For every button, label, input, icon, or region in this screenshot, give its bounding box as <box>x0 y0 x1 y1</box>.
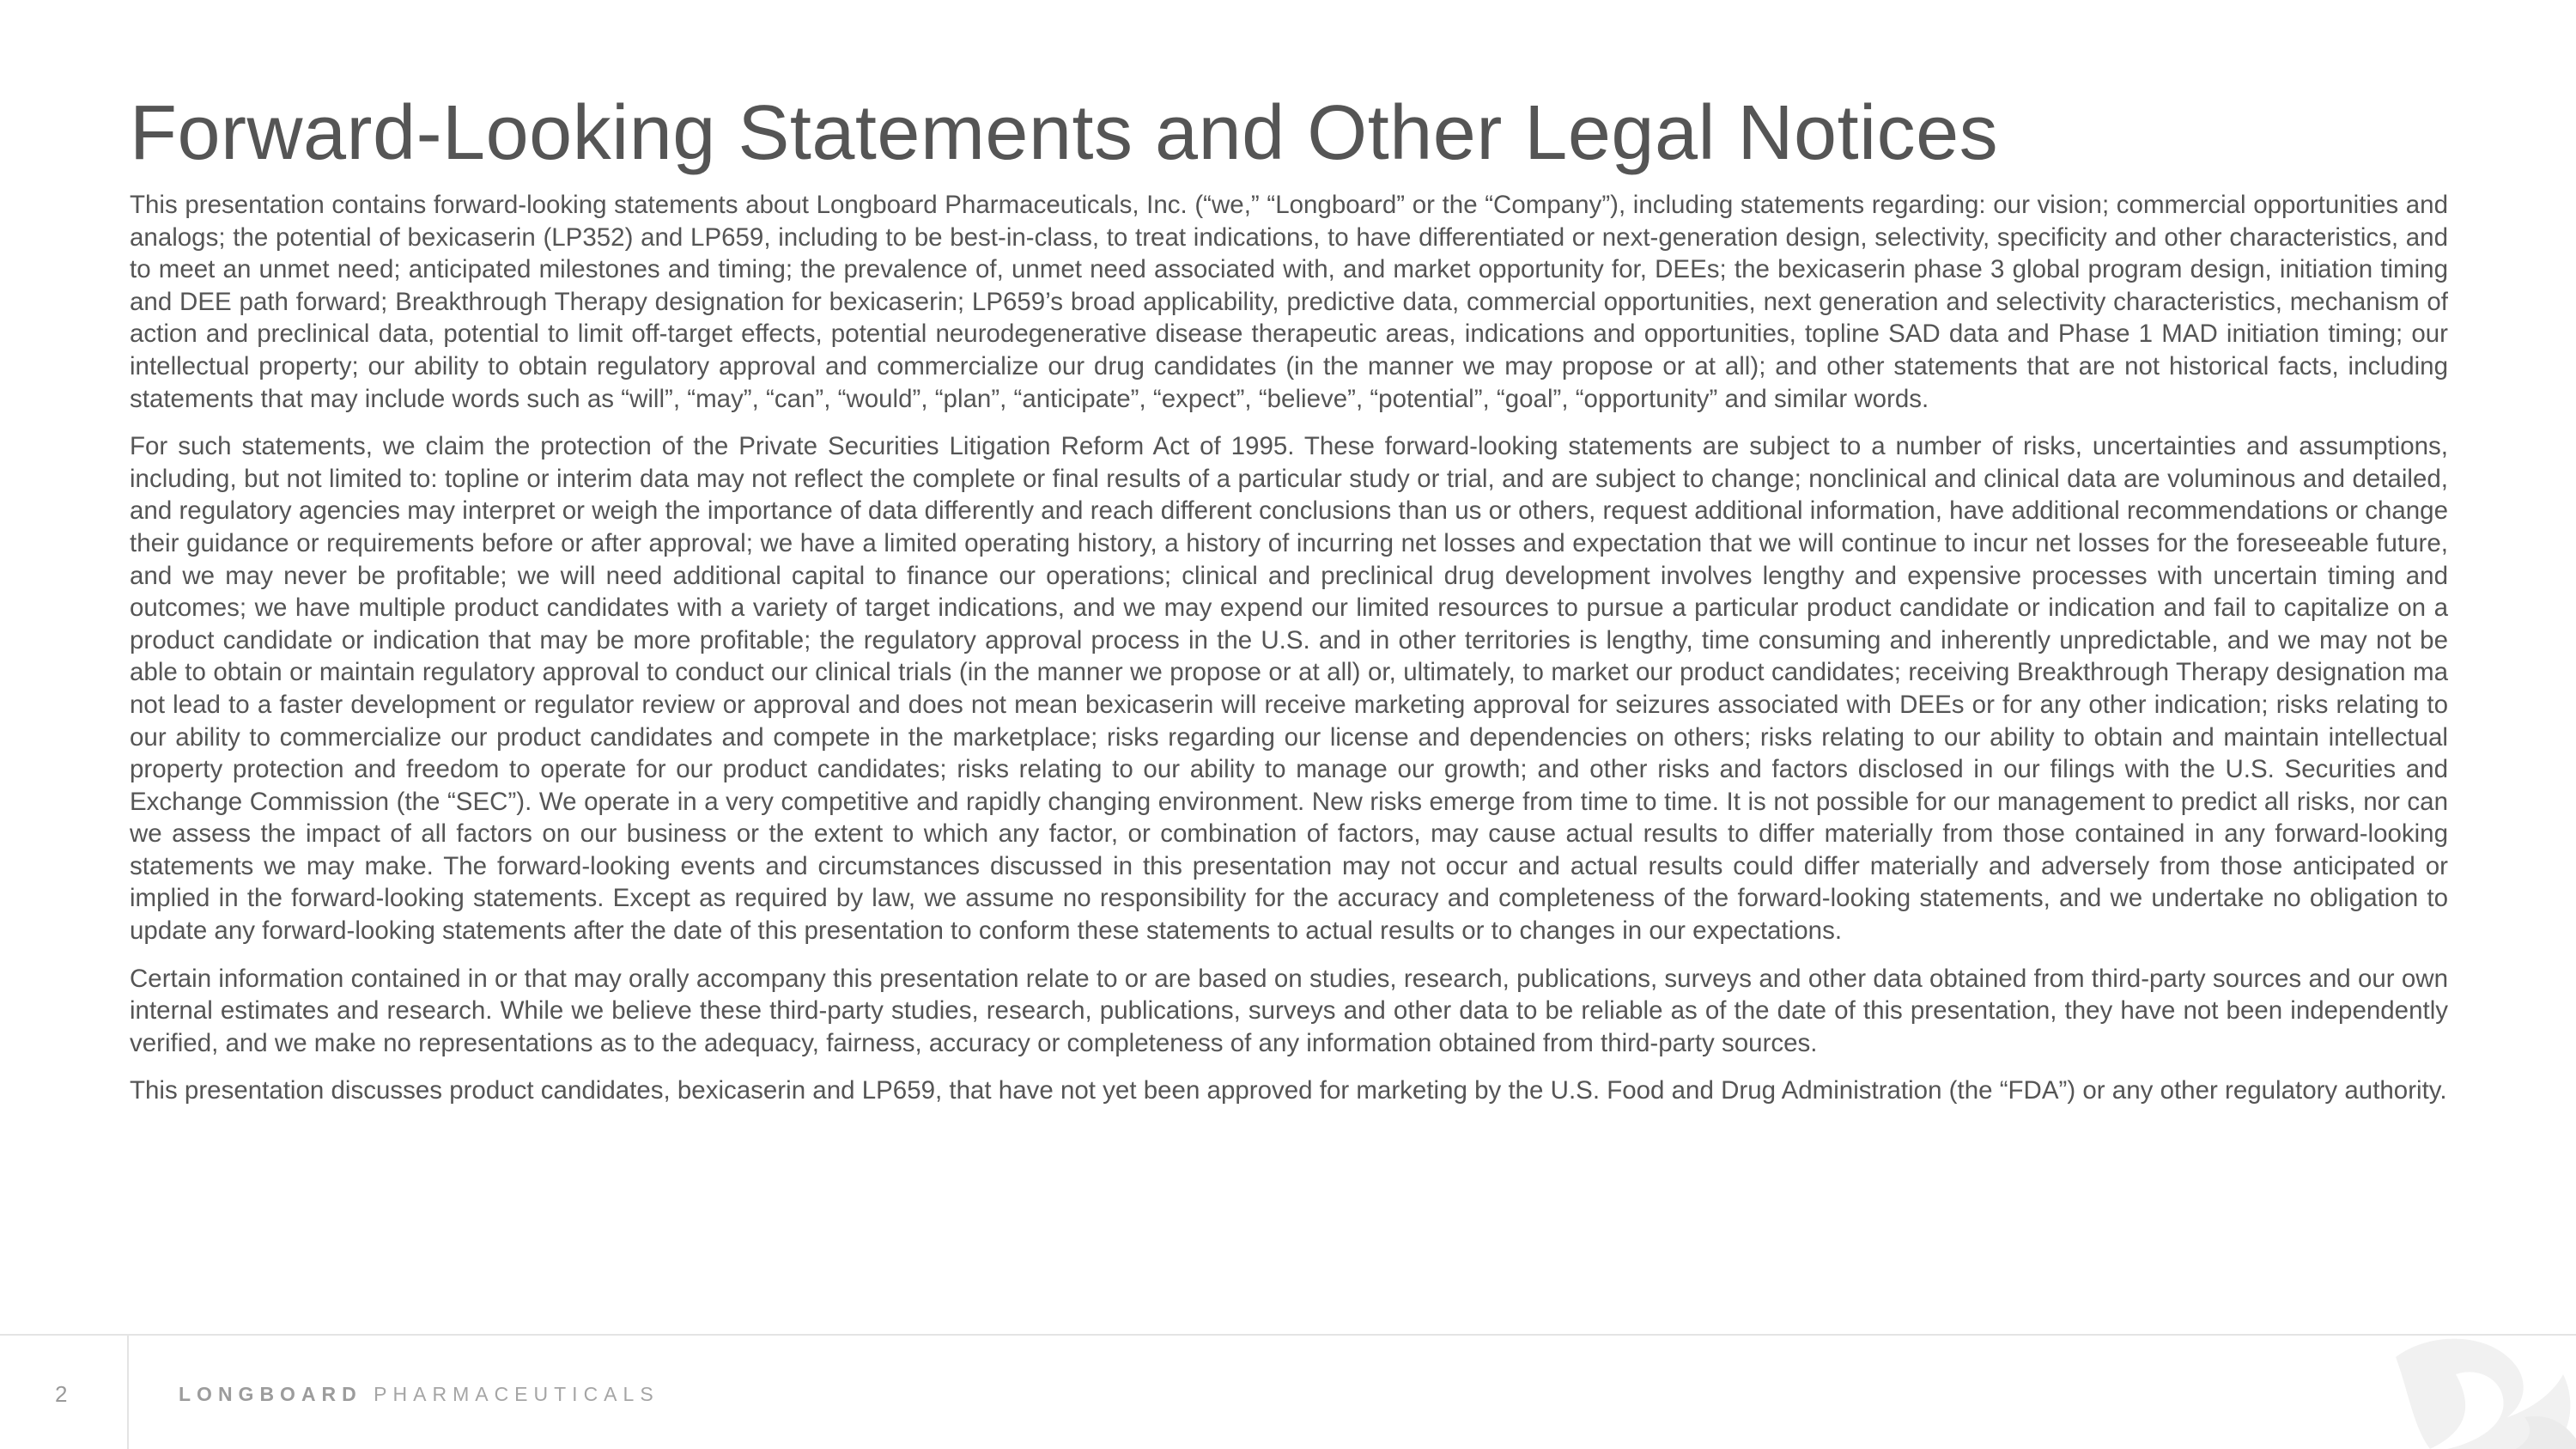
paragraph-risks: For such statements, we claim the protection of the Private Securities Litigation Reform Act of 1995. These forward-looking statements are subject to a number of risks, uncertainties and assumptions, including, but not limited to: topline or interim data may not reflect the complete or final results of a particular study or trial, and are subject to change; nonclinical and clinical data are voluminous and detailed, and regulatory agencies may interpret or weigh the importance of data differently and reach different conclusions than us or others, request additional information, have additional recommendations or change their guidance or requirements before or after approval; we have a limited operating history, a history of incurring net losses and expectation that we will continue to incur net losses for the foreseeable future, and we may never be profitable; we will need additional capital to finance our operations; clinical and preclinical drug development involves lengthy and expensive processes with uncertain timing and outcomes; we have multiple product candidates with a variety of target indications, and we may expend our limited resources to pursue a particular product candidate or indication and fail to capitalize on a product candidate or indication that may be more profitable; the regulatory approval process in the U.S. and in other territories is lengthy, time consuming and inherently unpredictable, and we may not be able to obtain or maintain regulatory approval to conduct our clinical trials (in the manner we propose or at all) or, ultimately, to market our product candidates; receiving Breakthrough Therapy designation ma not lead to a faster development or regulator review or approval and does not mean bexicaserin will receive marketing approval for seizures associated with DEEs or for any other indication; risks relating to our ability to commercialize our product candidates and compete in the marketplace; risks regarding our license and dependencies on others; risks relating to our ability to obtain and maintain intellectual property protection and freedom to operate for our product candidates; risks relating to our ability to manage our growth; and other risks and factors disclosed in our filings with the U.S. Securities and Exchange Commission (the “SEC”). We operate in a very competitive and rapidly changing environment. New risks emerge from time to time. It is not possible for our management to predict all risks, nor can we assess the impact of all factors on our business or the extent to which any factor, or combination of factors, may cause actual results to differ materially from those contained in any forward-looking statements we may make. The forward-looking events and circumstances discussed in this presentation may not occur and actual results could differ materially and adversely from those anticipated or implied in the forward-looking statements. Except as required by law, we assume no responsibility for the accuracy and completeness of the forward-looking statements, and we undertake no obligation to update any forward-looking statements after the date of this presentation to conform these statements to actual results or to changes in our expectations. <box>130 432 2448 946</box>
paragraph-regulatory-status: This presentation discusses product candidates, bexicaserin and LP659, that have not yet been approved for marketing by the U.S. Food and Drug Administration (the “FDA”) or any other regulatory authority. <box>130 1076 2447 1105</box>
company-name-bold: LONGBOARD <box>179 1383 362 1405</box>
legal-notice-body <box>130 189 2448 1123</box>
company-name <box>179 1383 659 1406</box>
footer-divider <box>127 1336 129 1449</box>
wave-logo-icon <box>2379 1323 2576 1449</box>
footer-rule <box>0 1334 2576 1336</box>
paragraph-forward-looking: This presentation contains forward-looking statements about Longboard Pharmaceuticals, Inc. (“we,” “Longboard” or the “Company”), including statements regarding: our vision; commercial opportunities and analogs; the potential of bexicaserin (LP352) and LP659, including to be best-in-class, to treat indications, to have differentiated or next-generation design, selectivity, specificity and other characteristics, and to meet an unmet need; anticipated milestones and timing; the prevalence of, unmet need associated with, and market opportunity for, DEEs; the bexicaserin phase 3 global program design, initiation timing and DEE path forward; Breakthrough Therapy designation for bexicaserin; LP659’s broad applicability, predictive data, commercial opportunities, next generation and selectivity characteristics, mechanism of action and preclinical data, potential to limit off-target effects, potential neurodegenerative disease therapeutic areas, indications and opportunities, topline SAD data and Phase 1 MAD initiation timing; our intellectual property; our ability to obtain regulatory approval and commercialize our drug candidates (in the manner we may propose or at all); and other statements that are not historical facts, including statements that may include words such as “will”, “may”, “can”, “would”, “plan”, “anticipate”, “expect”, “believe”, “potential”, “goal”, “opportunity” and similar words. <box>130 191 2448 413</box>
page-number: 2 <box>55 1381 68 1407</box>
company-name-light: PHARMACEUTICALS <box>374 1383 659 1405</box>
paragraph-third-party-data: Certain information contained in or that may orally accompany this presentation relate to or are based on studies, research, publications, surveys and other data obtained from third-party sources and our own internal estimates and research. While we believe these third-party studies, research, publications, surveys and other data to be reliable as of the date of this presentation, they have not been independently verified, and we make no representations as to the adequacy, fairness, accuracy or completeness of any information obtained from third-party sources. <box>130 964 2448 1057</box>
page-title: Forward-Looking Statements and Other Legal Notices <box>130 90 1999 176</box>
